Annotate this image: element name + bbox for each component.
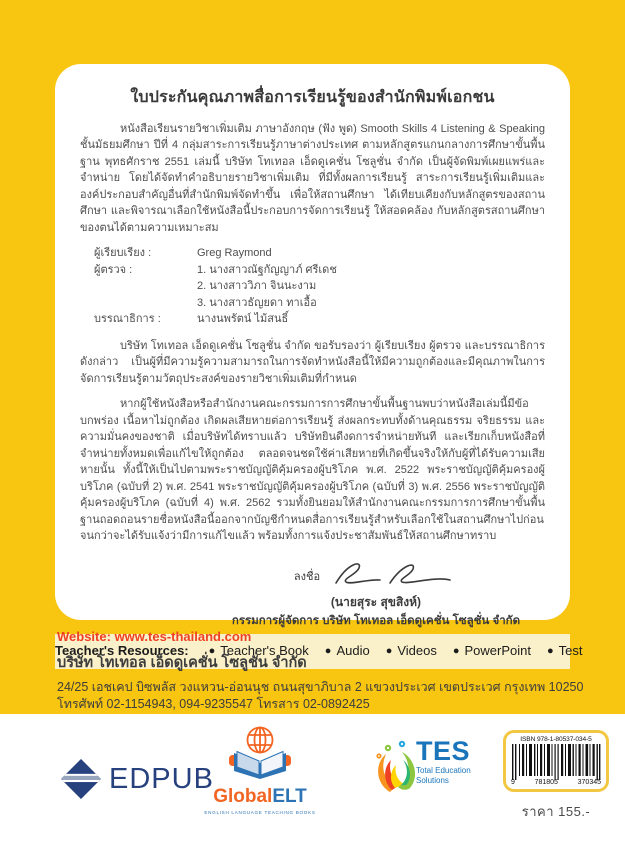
bullet-icon: ● [208, 644, 216, 657]
resources-label: Teacher's Resources: [55, 642, 189, 658]
signer-name: (นายสุระ สุขสิงห์) [330, 594, 422, 609]
website-label: Website: [57, 629, 111, 644]
resource-item: ● Test [547, 642, 583, 658]
signature-line [211, 559, 541, 589]
tes-logo [374, 738, 478, 796]
credit-row-reviewer [94, 262, 545, 279]
reviewer-name: 1. นางสาวณัฐกัญญาภ์ ศรีเดช [197, 263, 337, 276]
bullet-icon: ● [452, 644, 460, 657]
globalelt-logo [203, 726, 317, 815]
logo-band [0, 714, 625, 848]
barcode-area [503, 730, 609, 822]
credit-row-author [94, 245, 545, 262]
credit-row-reviewer [94, 295, 545, 312]
website-url[interactable]: www.tes-thailand.com [114, 629, 252, 644]
handwritten-signature-icon [328, 559, 458, 589]
resource-item: ● Videos [385, 642, 437, 658]
tes-tagline: Total Education Solutions [416, 766, 471, 785]
resource-item: ● Teacher's Book [208, 642, 309, 658]
reviewer-name: 2. นางสาววิภา จินนะงาม [197, 280, 317, 292]
tes-text-block [416, 738, 478, 785]
certificate-title: ใบประกันคุณภาพสื่อการเรียนรู้ของสำนักพิมพ์เอกชน [130, 89, 495, 106]
isbn-text: ISBN 978-1-80537-034-5 [520, 736, 592, 743]
credits-block [94, 245, 545, 328]
sign-label: ลงชื่อ [293, 571, 321, 583]
globalelt-tagline: ENGLISH LANGUAGE TEACHING BOOKS [204, 810, 316, 815]
resource-item: ● Audio [324, 642, 370, 658]
globalelt-wordmark: GlobalELT [213, 786, 307, 807]
certificate-paragraph-2: บริษัท โทเทอล เอ็ดดูเคชั่น โซลูชั่น จำกัด ขอรับรองว่า ผู้เรียบเรียง ผู้ตรวจ และบรรณาธิการ ดังกล่าว เป็นผู้ที่มีความรู้ความสามารถในการจัดทำหนังสือนี้ให้มีความถูกต้องและมีคุณภาพในการจัดการเรียนรู้ตามวัตถุประสงค์ของรายวิชาเพิ่มเติมที่กำหนด [80, 339, 545, 385]
certificate-body [55, 64, 570, 634]
tes-wordmark: TES [416, 736, 471, 766]
tes-swirl-icon [374, 738, 420, 796]
credit-row-reviewer [94, 278, 545, 295]
website-line [57, 629, 251, 644]
signer-title: กรรมการผู้จัดการ บริษัท โทเทอล เอ็ดดูเคชั่น โซลูชั่น จำกัด [231, 615, 521, 627]
bullet-icon: ● [547, 644, 554, 657]
reviewers-label: ผู้ตรวจ : [94, 263, 133, 276]
signature-block [211, 559, 541, 630]
edpub-wordmark: EDPUB [109, 762, 214, 795]
author-name: Greg Raymond [197, 247, 272, 259]
company-name: บริษัท โทเทอล เอ็ดดูเคชั่น โซลูชั่น จำกัด [57, 655, 307, 671]
company-phone: โทรศัพท์ 02-1154943, 094-9235547 โทรสาร 02-0892425 [57, 697, 370, 711]
editor-name: นางนพรัตน์ ไม้สนธิ์ [197, 313, 289, 325]
barcode-bars-icon [511, 744, 601, 780]
author-label: ผู้เรียบเรียง : [94, 247, 152, 259]
certificate-paragraph-1: หนังสือเรียนรายวิชาเพิ่มเติม ภาษาอังกฤษ (ฟัง พูด) Smooth Skills 4 Listening & Speaking ชั้นมัธยมศึกษา ปีที่ 4 กลุ่มสาระการเรียนรู้ภาษาต่างประเทศ ตามหลักสูตรแกนกลางการศึกษาขั้นพื้นฐาน พุทธศักราช 2551 เล่มนี้ บริษัท โทเทอล เอ็ดดูเคชั่น โซลูชั่น จำกัด เป็นผู้จัดพิมพ์เผยแพร่และจำหน่าย โดยได้จัดทำคำอธิบายรายวิชาเพิ่มเติม ที่มีทั้งผลการเรียนรู้ สาระการเรียนรู้เพิ่มเติมและองค์ประกอบสำคัญอื่นที่สำนักพิมพ์จัดทำขึ้น เพื่อให้สถานศึกษา ได้เทียบเคียงกับหลักสูตรของสถานศึกษา และพิจารณาเลือกใช้หนังสือนี้ประกอบการจัดการเรียนรู้ ให้สอดคล้อง กับหลักสูตรสถานศึกษาของตนได้ตามความเหมาะสม [80, 122, 545, 234]
edpub-logo [60, 758, 214, 800]
reviewer-name: 3. นางสาวธัญยดา ทาเอื้อ [197, 296, 317, 309]
resource-item: ● PowerPoint [452, 642, 531, 658]
certificate-paragraph-3: หากผู้ใช้หนังสือหรือสำนักงานคณะกรรมการการศึกษาขั้นพื้นฐานพบว่าหนังสือเล่มนี้มีข้อบกพร่อง เนื้อหาไม่ถูกต้อง เกิดผลเสียหายต่อการเรียนรู้ ส่งผลกระทบทั้งด้านคุณธรรม จริยธรรม และความมั่นคงของชาติ เมื่อบริษัทได้ทราบแล้ว บริษัทยินดีงดการจำหน่ายทันที และเรียกเก็บหนังสือที่จำหน่ายทั้งหมดเพื่อแก้ไขให้ถูกต้อง ตลอดจนชดใช้ค่าเสียหายที่เกิดขึ้นจริงให้กับผู้ที่ได้รับความเสียหายนั้น ทั้งนี้ให้เป็นไปตามพระราชบัญญัติคุ้มครองผู้บริโภค พ.ศ. 2522 พระราชบัญญัติคุ้มครองผู้บริโภค (ฉบับที่ 2) พ.ศ. 2541 พระราชบัญญัติคุ้มครองผู้บริโภค (ฉบับที่ 3) พ.ศ. 2556 พระราชบัญญัติคุ้มครองผู้บริโภค (ฉบับที่ 4) พ.ศ. 2562 รวมทั้งยินยอมให้สำนักงานคณะกรรมการการศึกษาขั้นพื้นฐานถอดถอนรายชื่อหนังสือนี้ออกจากบัญชีกำหนดสื่อการเรียนรู้สำหรับเลือกใช้ในสถานศึกษาไปก่อนจนกว่าจะได้รับแจ้งว่ามีการแก้ไขแล้ว พร้อมทั้งการแจ้งประชาสัมพันธ์ให้สถานศึกษาทราบ [80, 398, 545, 542]
company-block [57, 651, 583, 713]
editor-label: บรรณาธิการ : [94, 313, 161, 325]
price-text: ราคา 155.- [521, 804, 591, 819]
barcode-box [503, 730, 609, 792]
edpub-diamond-icon [60, 758, 102, 800]
company-address: 24/25 เอชเคป บิซพลัส วงแหวน-อ่อนนุช ถนนสุขาภิบาล 2 แขวงประเวศ เขตประเวศ กรุงเทพ 10250 [57, 680, 584, 694]
barcode-digits: 9 781805 370345 [511, 779, 601, 786]
globe-book-icon [222, 726, 298, 780]
bullet-icon: ● [324, 644, 332, 657]
credit-row-editor [94, 311, 545, 328]
bullet-icon: ● [385, 644, 393, 657]
